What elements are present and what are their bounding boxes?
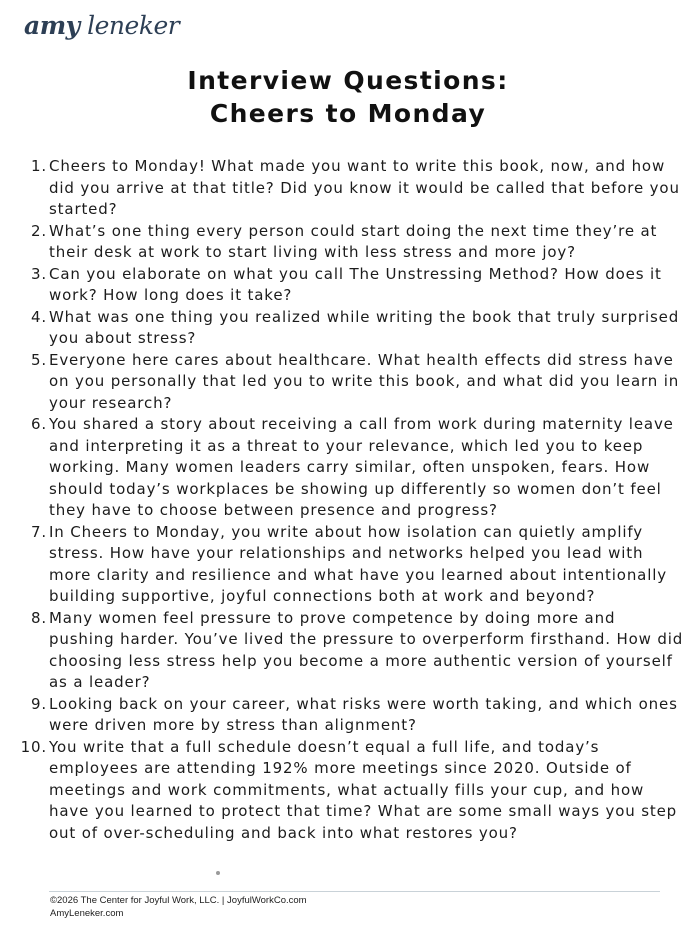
question-item	[30, 156, 685, 221]
footer-website: AmyLeneker.com	[50, 907, 124, 919]
question-number: 10.	[20, 737, 47, 756]
question-text: Can you elaborate on what you call The Unstressing Method? How does it work? How long does it take?	[49, 264, 662, 304]
question-number: 6.	[30, 415, 47, 433]
question-number: 9.	[30, 694, 47, 713]
question-item	[30, 264, 685, 307]
footer-divider	[49, 891, 660, 892]
question-item	[30, 522, 685, 608]
question-number: 3.	[30, 264, 47, 283]
page-title-line-1: Interview Questions:	[187, 66, 509, 95]
question-list	[20, 156, 685, 844]
question-item	[30, 221, 685, 264]
question-text: In Cheers to Monday, you write about how isolation can quietly amplify stress. How have your relationships and networks helped you lead with more clarity and resilience and what have you learned about intentionally building supportive, joyful connections both at work and beyond?	[49, 522, 667, 605]
question-text: What’s one thing every person could start doing the next time they’re at their desk at work to start living with less stress and more joy?	[49, 221, 658, 261]
question-item	[30, 350, 685, 415]
question-text: Many women feel pressure to prove competence by doing more and pushing harder. You’ve lived the pressure to overperform firsthand. How did choosing less stress help you become a more authentic version of yourself as a leader?	[49, 608, 684, 691]
footer-copyright: ©2026 The Center for Joyful Work, LLC. | JoyfulWorkCo.com	[50, 895, 307, 906]
stray-dot	[216, 871, 220, 875]
amy-leneker-logo	[24, 8, 179, 44]
question-text: You shared a story about receiving a call from work during maternity leave and interpreting it as a threat to your relevance, which led you to keep working. Many women leaders carry similar, often unspoken, fears. How should today’s workplaces be showing up differently so women don’t feel they have to choose between presence and progress?	[49, 415, 674, 519]
question-item	[30, 414, 685, 522]
question-text: You write that a full schedule doesn’t equal a full life, and today’s employees are attending 192% more meetings since 2020. Outside of meetings and work commitments, what actually fills your cup, and how have you learned to protect that time? What are some small ways you step out of over-scheduling and back into what restores you?	[49, 737, 678, 842]
question-number: 5.	[30, 350, 47, 369]
page-title-line-2: Cheers to Monday	[209, 99, 487, 128]
logo-last-name: leneker	[87, 11, 180, 40]
footer	[50, 895, 307, 920]
question-text: Everyone here cares about healthcare. What health effects did stress have on you personally that led you to write this book, and what did you learn in your research?	[49, 350, 680, 412]
question-text: Looking back on your career, what risks were worth taking, and which ones were driven more by stress than alignment?	[49, 694, 678, 734]
question-number: 2.	[30, 221, 47, 240]
question-number: 7.	[30, 522, 47, 541]
page-title	[0, 64, 696, 130]
question-item	[30, 608, 685, 694]
question-item	[30, 307, 685, 350]
question-number: 4.	[30, 307, 47, 326]
question-item	[30, 694, 685, 737]
question-text: Cheers to Monday! What made you want to write this book, now, and how did you arrive at that title? Did you know it would be called that before you started?	[49, 157, 680, 218]
question-number: 1.	[30, 157, 47, 175]
logo-first-name: amy	[24, 11, 80, 40]
question-item	[20, 737, 685, 845]
question-number: 8.	[30, 608, 47, 627]
question-text: What was one thing you realized while writing the book that truly surprised you about stress?	[49, 307, 680, 347]
